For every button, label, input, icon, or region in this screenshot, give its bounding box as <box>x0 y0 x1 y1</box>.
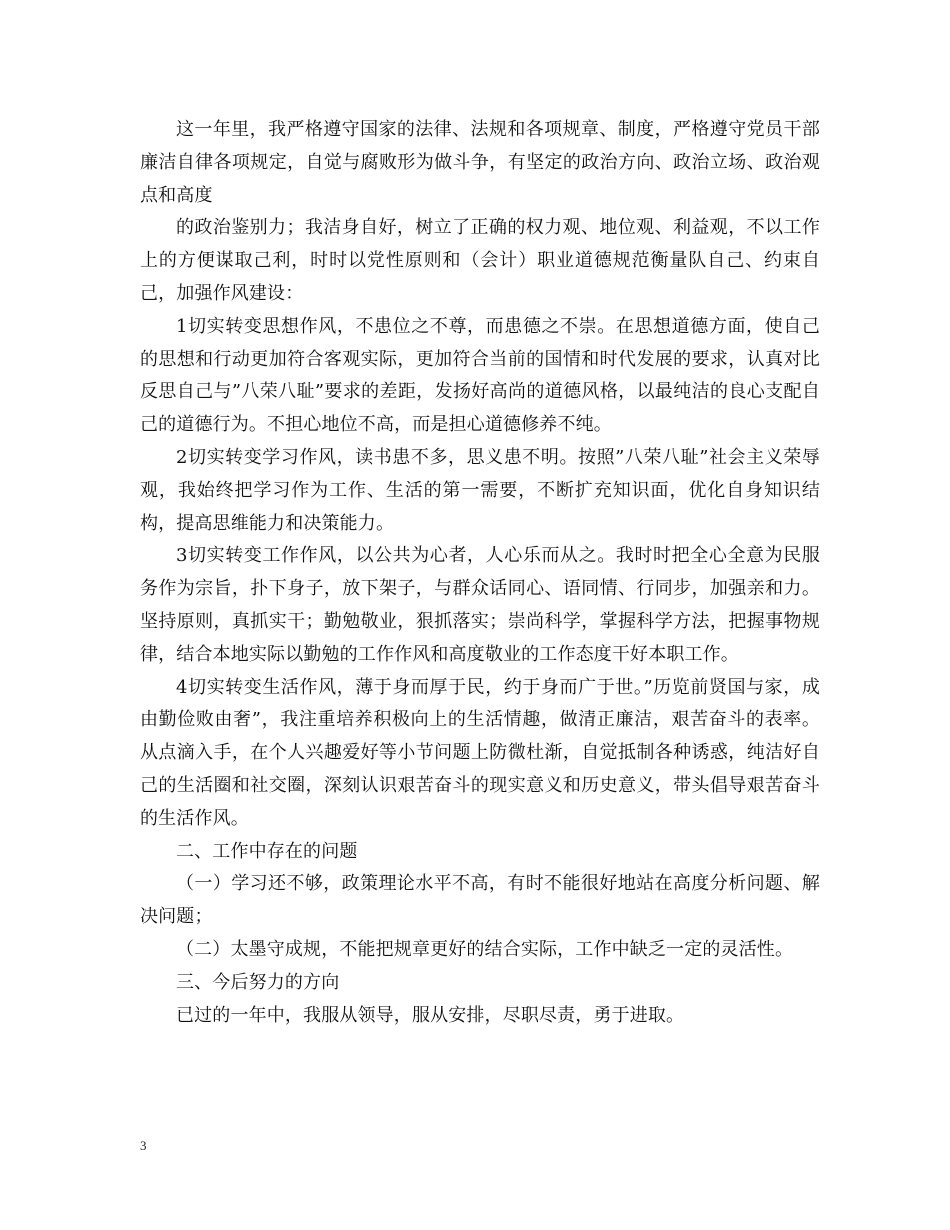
paragraph-2: 的政治鉴别力；我洁身自好，树立了正确的权力观、地位观、利益观，不以工作上的方便谋取己利，时时以党性原则和（会计）职业道德规范衡量队自己、约束自己，加强作风建设： <box>140 217 820 304</box>
document-body <box>140 114 820 1032</box>
paragraph-problem-1: （一）学习还不够，政策理论水平不高，有时不能很好地站在高度分析问题、解决问题； <box>140 873 820 928</box>
section-heading-direction: 三、今后努力的方向 <box>176 971 340 993</box>
paragraph-direction: 已过的一年中，我服从领导，服从安排，尽职尽责，勇于进取。 <box>176 1004 685 1026</box>
paragraph-1: 这一年里，我严格遵守国家的法律、法规和各项规章、制度，严格遵守党员干部廉洁自律各项规定，自觉与腐败形为做斗争，有坚定的政治方向、政治立场、政治观点和高度 <box>140 119 820 206</box>
section-heading-problems: 二、工作中存在的问题 <box>176 840 358 862</box>
paragraph-4: 2切实转变学习作风，读书患不多，思义患不明。按照”八荣八耻”社会主义荣辱观，我始终把学习作为工作、生活的第一需要，不断扩充知识面，优化自身知识结构，提高思维能力和决策能力。 <box>140 446 820 534</box>
paragraph-3: 1切实转变思想作风，不患位之不尊，而患德之不崇。在思想道德方面，使自己的思想和行动更加符合客观实际，更加符合当前的国情和时代发展的要求，认真对比反思自己与”八荣八耻”要求的差距，发扬好高尚的道德风格，以最纯洁的良心支配自己的道德行为。不担心地位不高，而是担心道德修养不纯。 <box>140 315 820 436</box>
paragraph-problem-2: （二）太墨守成规，不能把规章更好的结合实际，工作中缺乏一定的灵活性。 <box>176 938 794 960</box>
paragraph-6: 4切实转变生活作风，薄于身而厚于民，约于身而广于世。”历览前贤国与家，成由勤俭败由奢”，我注重培养积极向上的生活情趣，做清正廉洁，艰苦奋斗的表率。从点滴入手，在个人兴趣爱好等小节问题上防微杜渐，自觉抵制各种诱惑，纯洁好自己的生活圈和社交圈，深刻认识艰苦奋斗的现实意义和历史意义，带头倡导艰苦奋斗的生活作风。 <box>140 676 820 829</box>
paragraph-5: 3切实转变工作作风，以公共为心者，人心乐而从之。我时时把全心全意为民服务作为宗旨，扑下身子，放下架子，与群众话同心、语同情、行同步，加强亲和力。坚持原则，真抓实干；勤勉敬业，狠抓落实；崇尚科学，掌握科学方法，把握事物规律，结合本地实际以勤勉的工作作风和高度敬业的工作态度干好本职工作。 <box>140 545 820 665</box>
page-number: 3 <box>140 1138 147 1153</box>
